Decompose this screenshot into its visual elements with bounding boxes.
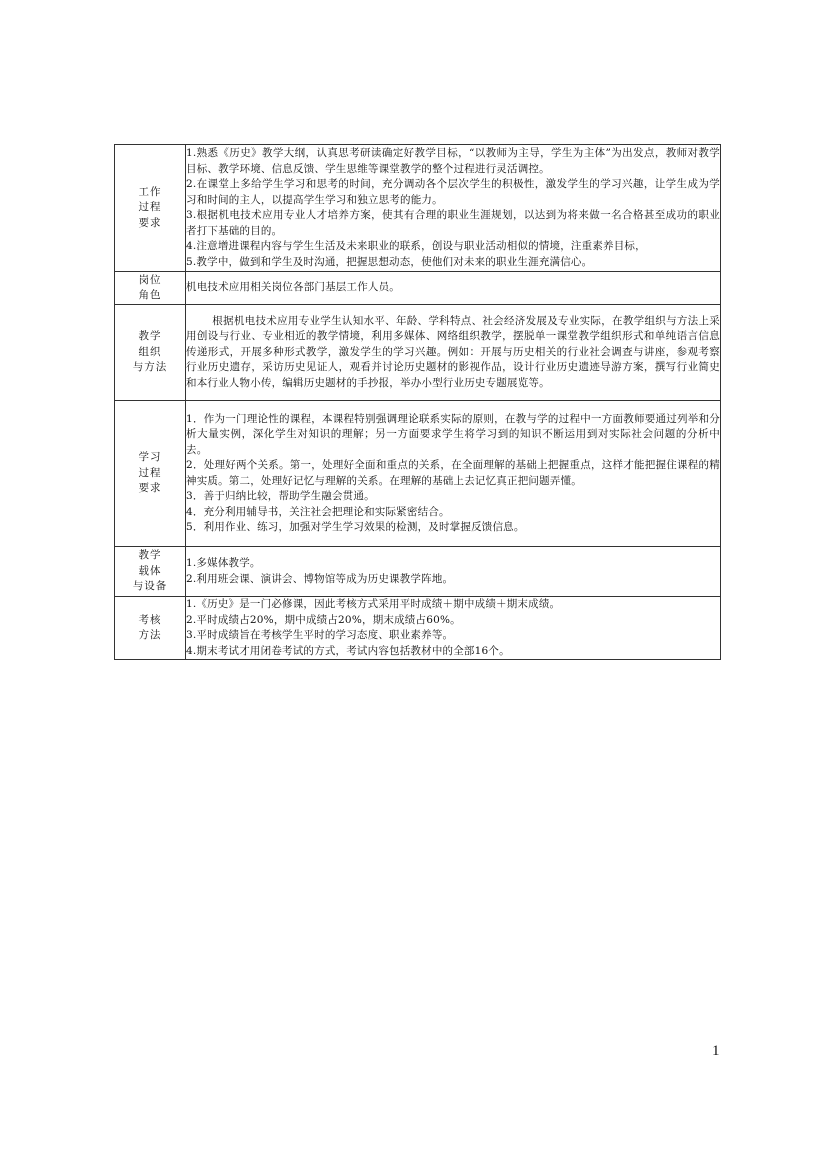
content-paragraph: 4.期末考试才用闭卷考试的方式，考试内容包括教材中的全部16个。 [186, 644, 510, 657]
content-paragraph: 1.熟悉《历史》教学大纲，认真思考研读确定好教学目标，“以教师为主导，学生为主体”为出发点，教师对教学目标、教学环境、信息反馈、学生思维等课堂教学的整个过程进行灵活调控。 [186, 147, 720, 175]
content-paragraph: 3.平时成绩旨在考核学生平时的学习态度、职业素养等。 [186, 629, 454, 641]
row-label-line: 要求 [138, 482, 162, 495]
content-paragraph: 5．利用作业、练习，加强对学生学习效果的检测，及时掌握反馈信息。 [186, 521, 525, 533]
row-label [115, 597, 186, 660]
row-label-line: 岗位 [138, 273, 162, 286]
table-row [115, 401, 721, 547]
row-content [186, 305, 721, 401]
page-number: 1 [712, 1043, 720, 1059]
course-table [114, 144, 721, 660]
content-paragraph: 2．处理好两个关系。第一，处理好全面和重点的关系，在全面理解的基础上把握重点，这样才能把握住课程的精神实质。第二，处理好记忆与理解的关系。在理解的基础上去记忆真正把问题弄懂。 [186, 459, 720, 487]
content-paragraph: 3．善于归纳比较，帮助学生融会贯通。 [186, 490, 375, 502]
content-paragraph: 根据机电技术应用专业学生认知水平、年龄、学科特点、社会经济发展及专业实际，在教学组织与方法上采用创设与行业、专业相近的教学情境，利用多媒体、网络组织教学，摆脱单一课堂教学组织形式和单纯语言信息传递形式，开展多种形式教学，激发学生的学习兴趣。例如：开展与历史相关的行业社会调查与讲座，参观考察行业历史遗存，采访历史见证人，观看并讨论历史题材的影视作品，设计行业历史遗迹导游方案，撰写行业简史和本行业人物小传，编辑历史题材的手抄报，举办小型行业历史专题展览等。 [186, 314, 720, 389]
row-label-line: 工作 [138, 185, 162, 198]
row-label-line: 角色 [138, 289, 162, 301]
row-label-line: 与方法 [132, 361, 168, 374]
row-label-line: 要求 [138, 216, 162, 229]
row-content [186, 272, 721, 305]
row-label-line: 教学 [138, 549, 162, 562]
content-paragraph: 2.在课堂上多给学生学习和思考的时间，充分调动各个层次学生的积极性，激发学生的学习兴趣，让学生成为学习和时间的主人，以提高学生学习和独立思考的能力。 [186, 178, 720, 206]
row-label [115, 401, 186, 547]
table-row [115, 272, 721, 305]
table-row [115, 145, 721, 272]
content-paragraph: 2.平时成绩占20%，期中成绩占20%，期末成绩占60%。 [186, 613, 461, 626]
content-paragraph: 1.《历史》是一门必修课，因此考核方式采用平时成绩＋期中成绩＋期末成绩。 [186, 598, 561, 610]
content-paragraph: 4．充分利用辅导书，关注社会把理论和实际紧密结合。 [186, 505, 450, 518]
row-content [186, 547, 721, 597]
content-paragraph: 3.根据机电技术应用专业人才培养方案，使其有合理的职业生涯规划，以达到为将来做一名合格甚至成功的职业者打下基础的目的。 [186, 209, 720, 237]
table-row [115, 597, 721, 660]
row-label-line: 考核 [138, 613, 162, 626]
row-label-line: 组织 [138, 345, 162, 358]
content-paragraph: 2.利用班会课、演讲会、博物馆等成为历史课教学阵地。 [186, 572, 454, 585]
row-label-line: 过程 [138, 466, 162, 479]
row-label-line: 载体 [138, 564, 162, 577]
content-paragraph: 机电技术应用相关岗位各部门基层工作人员。 [186, 281, 400, 294]
row-label-line: 方法 [138, 629, 162, 641]
content-paragraph: 5.教学中，做到和学生及时沟通，把握思想动态，使他们对未来的职业生涯充满信心。 [186, 255, 593, 268]
table-row [115, 547, 721, 597]
row-content [186, 597, 721, 660]
content-paragraph: 1.多媒体教学。 [186, 557, 261, 569]
row-label [115, 272, 186, 305]
row-label-line: 过程 [138, 201, 162, 214]
content-paragraph: 4.注意增进课程内容与学生生活及未来职业的联系，创设与职业活动相似的情境，注重素养目标， [186, 240, 646, 252]
content-paragraph: 1．作为一门理论性的课程，本课程特别强调理论联系实际的原则，在教与学的过程中一方面教师要通过列举和分析大量实例，深化学生对知识的理解；另一方面要求学生将学习到的知识不断运用到对实际社会问题的分析中去。 [186, 412, 720, 456]
row-label [115, 145, 186, 272]
row-label [115, 305, 186, 401]
row-label-line: 与设备 [132, 580, 168, 593]
table-row [115, 305, 721, 401]
row-content [186, 145, 721, 272]
row-label-line: 学习 [138, 451, 162, 464]
row-label [115, 547, 186, 597]
row-content [186, 401, 721, 547]
row-label-line: 教学 [138, 330, 162, 343]
